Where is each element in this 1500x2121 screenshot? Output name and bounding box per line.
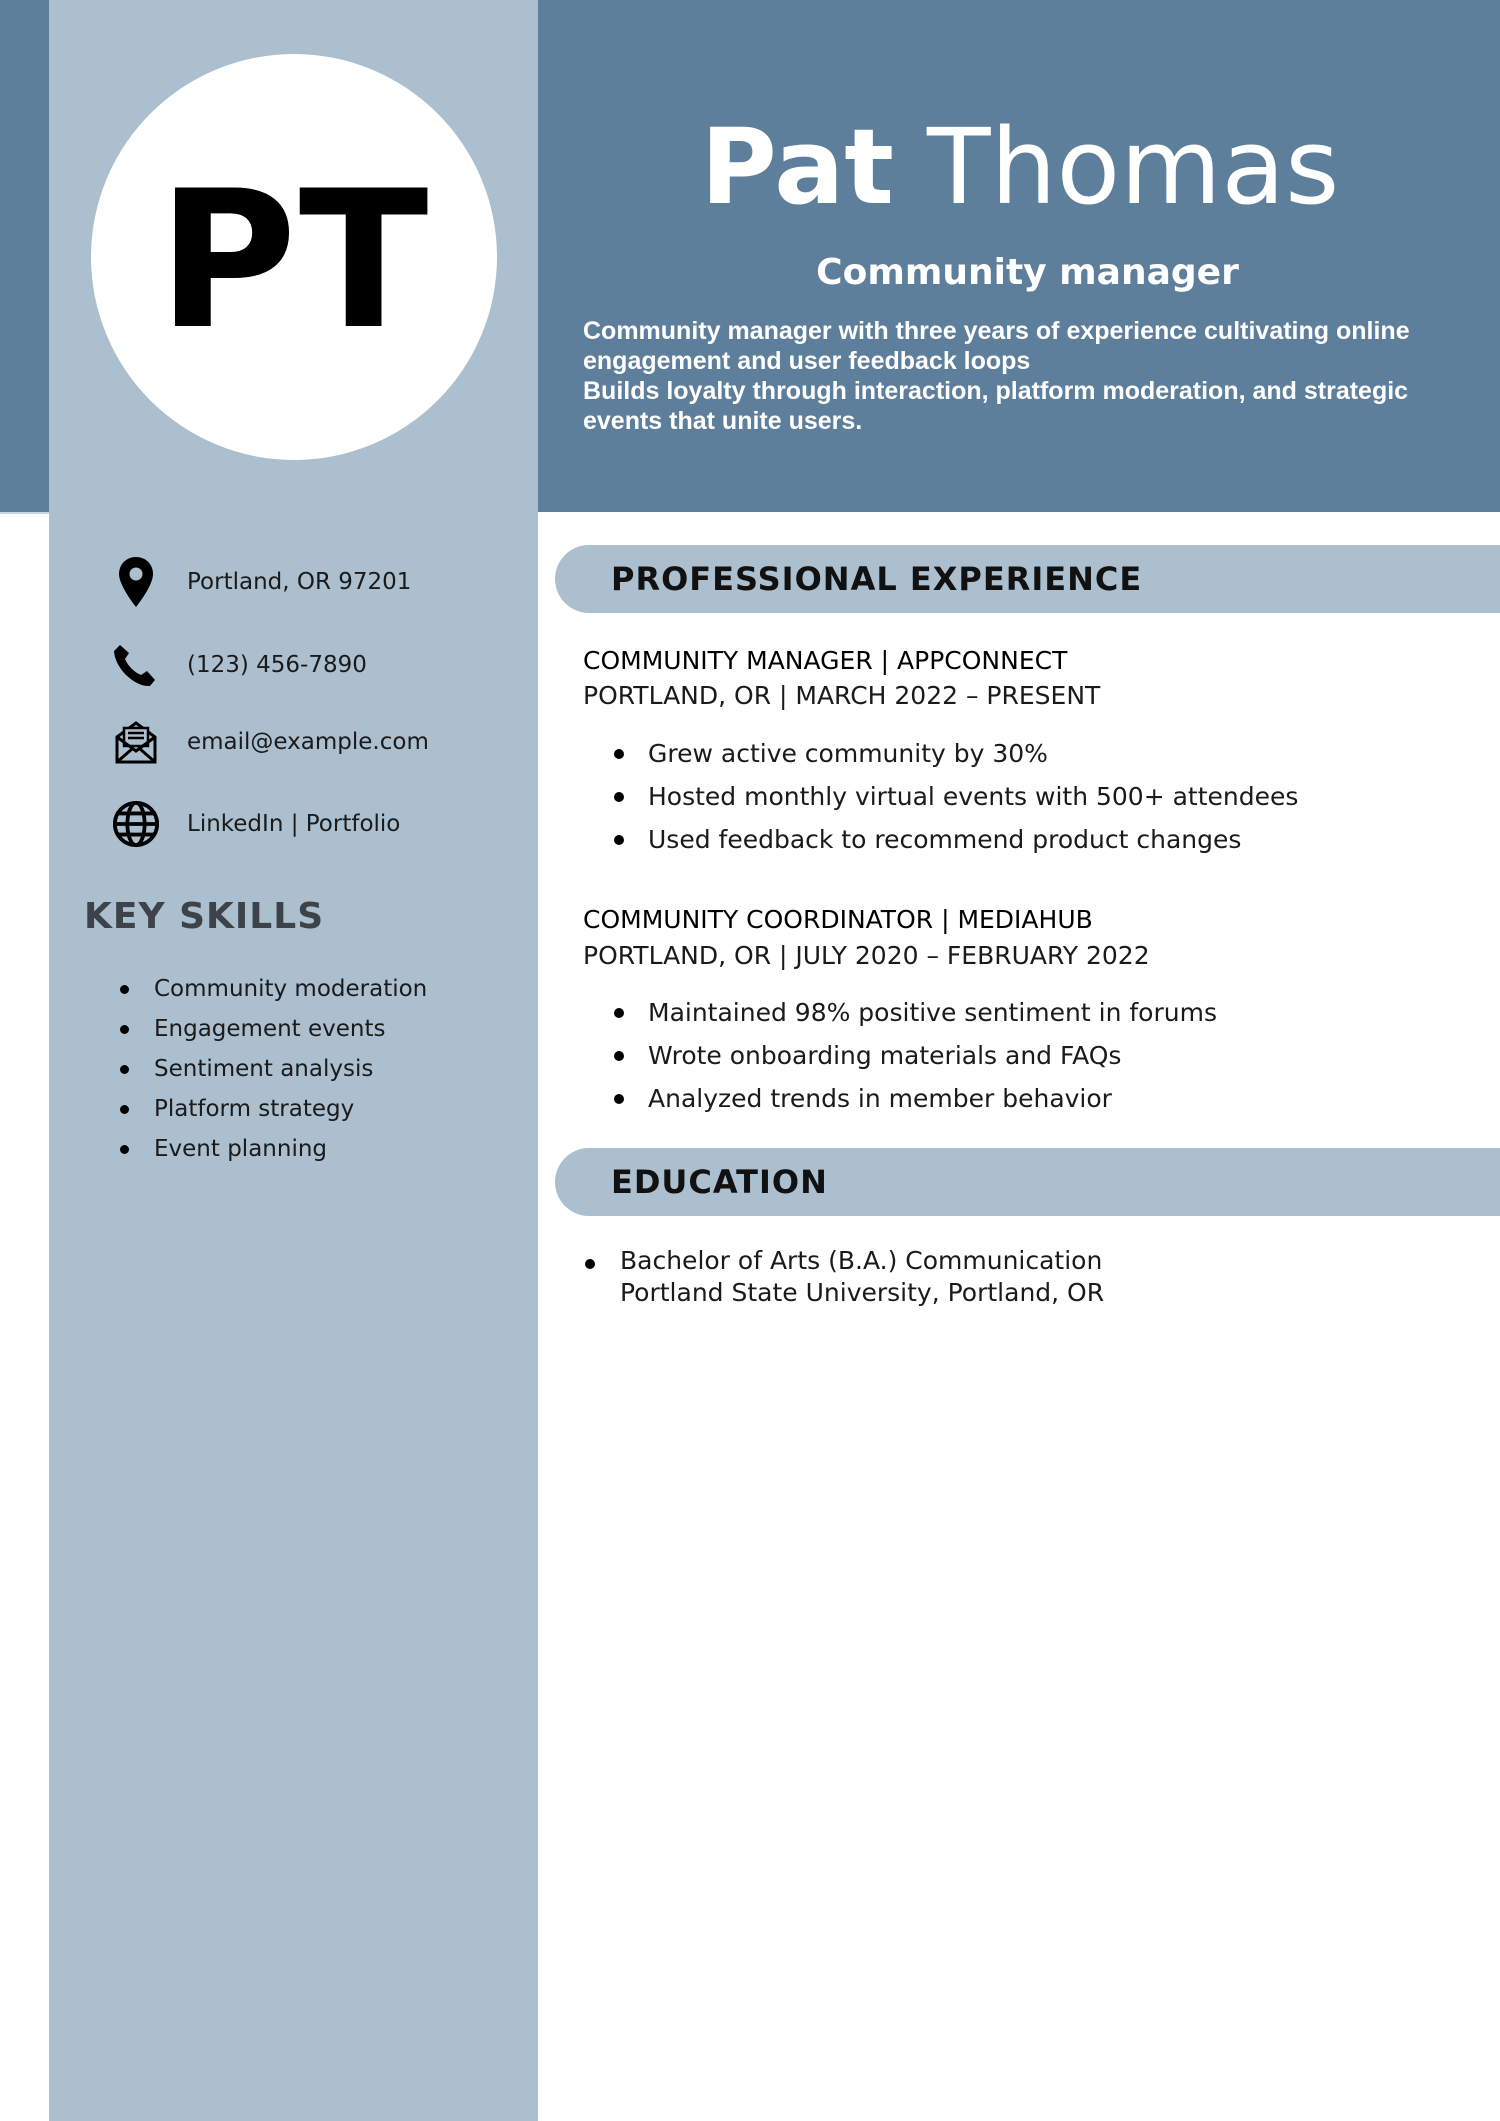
- email-link[interactable]: email@example.com: [187, 729, 429, 755]
- job-bullet: Maintained 98% positive sentiment in forums: [612, 991, 1217, 1034]
- job-title: COMMUNITY COORDINATOR | MEDIAHUB: [583, 905, 1093, 934]
- skill-item: Engagement events: [118, 1009, 427, 1049]
- job-bullets: [612, 732, 1298, 861]
- contact-location: [112, 552, 512, 612]
- profile-links[interactable]: LinkedIn | Portfolio: [187, 811, 401, 837]
- candidate-name: [540, 106, 1500, 228]
- envelope-icon: [112, 718, 160, 766]
- last-name: Thomas: [927, 106, 1340, 228]
- phone-icon: [112, 641, 160, 689]
- education-section-bar: [555, 1148, 1500, 1216]
- skills-list: [118, 969, 427, 1169]
- location-text: Portland, OR 97201: [187, 569, 412, 595]
- job-bullet: Hosted monthly virtual events with 500+ attendees: [612, 775, 1298, 818]
- job-bullet: Grew active community by 30%: [612, 732, 1298, 775]
- degree: Bachelor of Arts (B.A.) Communication: [620, 1246, 1103, 1275]
- skill-item: Sentiment analysis: [118, 1049, 427, 1089]
- professional-summary: [583, 316, 1483, 436]
- job-bullet: Wrote onboarding materials and FAQs: [612, 1034, 1217, 1077]
- job-meta: PORTLAND, OR | MARCH 2022 – PRESENT: [583, 681, 1101, 710]
- skills-heading: KEY SKILLS: [84, 896, 325, 937]
- job-title-headline: Community manager: [816, 252, 1239, 293]
- phone-text: (123) 456-7890: [187, 652, 367, 678]
- skill-item: Event planning: [118, 1129, 427, 1169]
- monogram-circle: [91, 54, 497, 460]
- monogram-initials: PT: [157, 149, 431, 371]
- education-entry: [583, 1245, 1463, 1309]
- skill-item: Community moderation: [118, 969, 427, 1009]
- contact-links[interactable]: [112, 794, 512, 854]
- school: Portland State University, Portland, OR: [620, 1278, 1105, 1307]
- job-title: COMMUNITY MANAGER | APPCONNECT: [583, 646, 1068, 675]
- summary-line: Builds loyalty through interaction, platform moderation, and strategic events that unite users.: [583, 377, 1409, 435]
- contact-phone: [112, 635, 512, 695]
- globe-icon: [112, 800, 160, 848]
- experience-section-bar: [555, 545, 1500, 613]
- job-meta: PORTLAND, OR | JULY 2020 – FEBRUARY 2022: [583, 941, 1150, 970]
- summary-line: Community manager with three years of experience cultivating online engagement and user feedback loops: [583, 317, 1410, 375]
- job-bullet: Analyzed trends in member behavior: [612, 1077, 1217, 1120]
- skill-item: Platform strategy: [118, 1089, 427, 1129]
- contact-email[interactable]: [112, 712, 512, 772]
- location-pin-icon: [112, 558, 160, 606]
- bullet-dot: [585, 1259, 595, 1269]
- job-bullets: [612, 991, 1217, 1120]
- first-name: Pat: [700, 106, 894, 228]
- education-heading: EDUCATION: [611, 1163, 828, 1201]
- header-divider: [0, 512, 50, 514]
- job-bullet: Used feedback to recommend product changes: [612, 818, 1298, 861]
- experience-heading: PROFESSIONAL EXPERIENCE: [611, 560, 1143, 598]
